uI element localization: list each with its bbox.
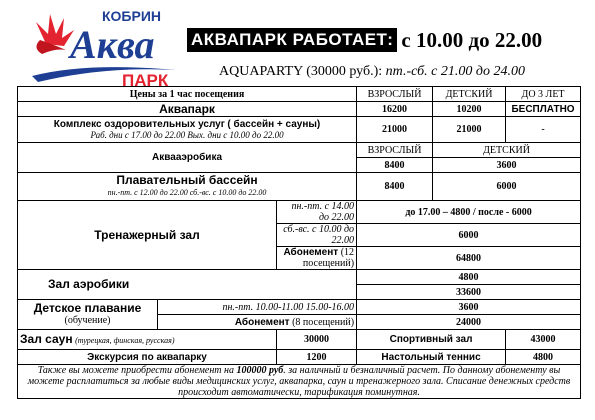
pool-name: Плавательный бассейн	[116, 173, 258, 187]
sauna-cell	[18, 330, 277, 350]
kids-swim-cell	[18, 300, 158, 330]
kids-swim-note: (обучение)	[64, 315, 111, 326]
kids-swim-subscription-value: 24000	[357, 315, 581, 330]
notes-amount: 100000 руб	[236, 365, 284, 376]
aqua-aerobics-adult: 8400	[357, 158, 433, 173]
gym-weekend-label: сб.-вс. с 10.00 до 22.00	[277, 224, 357, 247]
pool-schedule: пн.-пт. с 12.00 до 22.00 сб.-вс. с 10.00 до 22.00	[107, 188, 267, 197]
col-child: ДЕТСКИЙ	[433, 87, 506, 102]
logo-line1: КОБРИН	[102, 8, 162, 24]
notes-cell	[18, 365, 581, 399]
col-under3: ДО 3 ЛЕТ	[506, 87, 581, 102]
complex-cell	[18, 117, 357, 143]
sport-hall-label: Спортивный зал	[357, 330, 506, 350]
aquapark-under3: БЕСПЛАТНО	[506, 102, 581, 117]
kids-swim-schedule: пн.-пт. 10.00-11.00 15.00-16.00	[158, 300, 357, 315]
pool-child: 6000	[433, 173, 581, 201]
complex-adult: 21000	[357, 117, 433, 143]
gym-sub-label: Абонемент	[283, 247, 339, 258]
price-table	[17, 86, 581, 399]
aqua-aerobics-child-label: ДЕТСКИЙ	[433, 143, 581, 158]
logo-line3: ПАРК	[122, 71, 169, 90]
aerobics-subscription-value: 33600	[357, 285, 581, 300]
sauna-value: 30000	[277, 330, 357, 350]
tour-name: Экскурсия по аквапарку	[18, 350, 277, 365]
tennis-label: Настольный теннис	[357, 350, 506, 365]
aquaparty-line	[187, 64, 583, 80]
gym-weekend-value: 6000	[357, 224, 581, 247]
notes-part2: . за наличный и безналичный расчет. По данному абонементу вы можете расплатиться за любые виды медицинских услуг, аквапарка, саун и тренажерного зала. Списание денежных средств происходит автоматически, тарификация поминутная.	[27, 365, 571, 398]
complex-sub: ( бассейн + сауны)	[227, 118, 321, 130]
aquaparty-time: пт.-сб. с 21.00 до 24.00	[385, 64, 525, 79]
aquapark-logo	[26, 4, 206, 90]
aquapark-name: Аквапарк	[18, 102, 357, 117]
kids-swim-name: Детское плавание	[33, 301, 142, 315]
kids-swim-subscription-label	[158, 315, 357, 330]
hours-label: АКВАПАРК РАБОТАЕТ:	[187, 28, 397, 52]
sauna-name: Зал саун	[20, 331, 73, 346]
header	[187, 26, 583, 80]
logo-line2: Аква	[70, 22, 155, 67]
aquapark-adult: 16200	[357, 102, 433, 117]
aerobics-name: Зал аэробики	[18, 270, 357, 300]
sport-hall-value: 43000	[506, 330, 581, 350]
tour-value: 1200	[277, 350, 357, 365]
complex-under3: -	[506, 117, 581, 143]
gym-weekday-label: пн.-пт. с 14.00 до 22.00	[277, 201, 357, 224]
notes-part1: Также вы можете приобрести абонемент на	[37, 365, 237, 376]
gym-name: Тренажерный зал	[18, 201, 277, 270]
aqua-aerobics-adult-label: ВЗРОСЛЫЙ	[357, 143, 433, 158]
sauna-note: (турецкая, финская, русская)	[75, 335, 175, 345]
kids-sub-label: Абонемент	[234, 316, 290, 328]
gym-subscription-value: 64800	[357, 247, 581, 270]
gym-subscription-label	[277, 247, 357, 270]
kids-sub-note: (8 посещений)	[292, 316, 355, 328]
aquaparty-label: AQUAPARTY (30000 руб.):	[219, 64, 383, 79]
gym-weekday-value: до 17.00 – 4800 / после - 6000	[357, 201, 581, 224]
hours-text: с 10.00 до 22.00	[401, 28, 543, 53]
aerobics-value: 4800	[357, 270, 581, 285]
pool-cell	[18, 173, 357, 201]
tennis-value: 4800	[506, 350, 581, 365]
aqua-aerobics-child: 3600	[433, 158, 581, 173]
pool-adult: 8400	[357, 173, 433, 201]
gym-sub-note: (12 посещений)	[302, 247, 355, 269]
kids-swim-value: 3600	[357, 300, 581, 315]
complex-child: 21000	[433, 117, 506, 143]
col-adult: ВЗРОСЛЫЙ	[357, 87, 433, 102]
aqua-aerobics-name: Аквааэробика	[18, 143, 357, 173]
aquapark-child: 10200	[433, 102, 506, 117]
complex-schedule: Раб. дни с 17.00 до 22.00 Вых. дни с 10.00 до 22.00	[90, 129, 284, 140]
hours-line	[187, 26, 583, 54]
lotus-flower-icon	[36, 14, 74, 54]
complex-name: Комплекс оздоровительных услуг	[53, 118, 225, 130]
table-title: Цены за 1 час посещения	[18, 87, 357, 102]
